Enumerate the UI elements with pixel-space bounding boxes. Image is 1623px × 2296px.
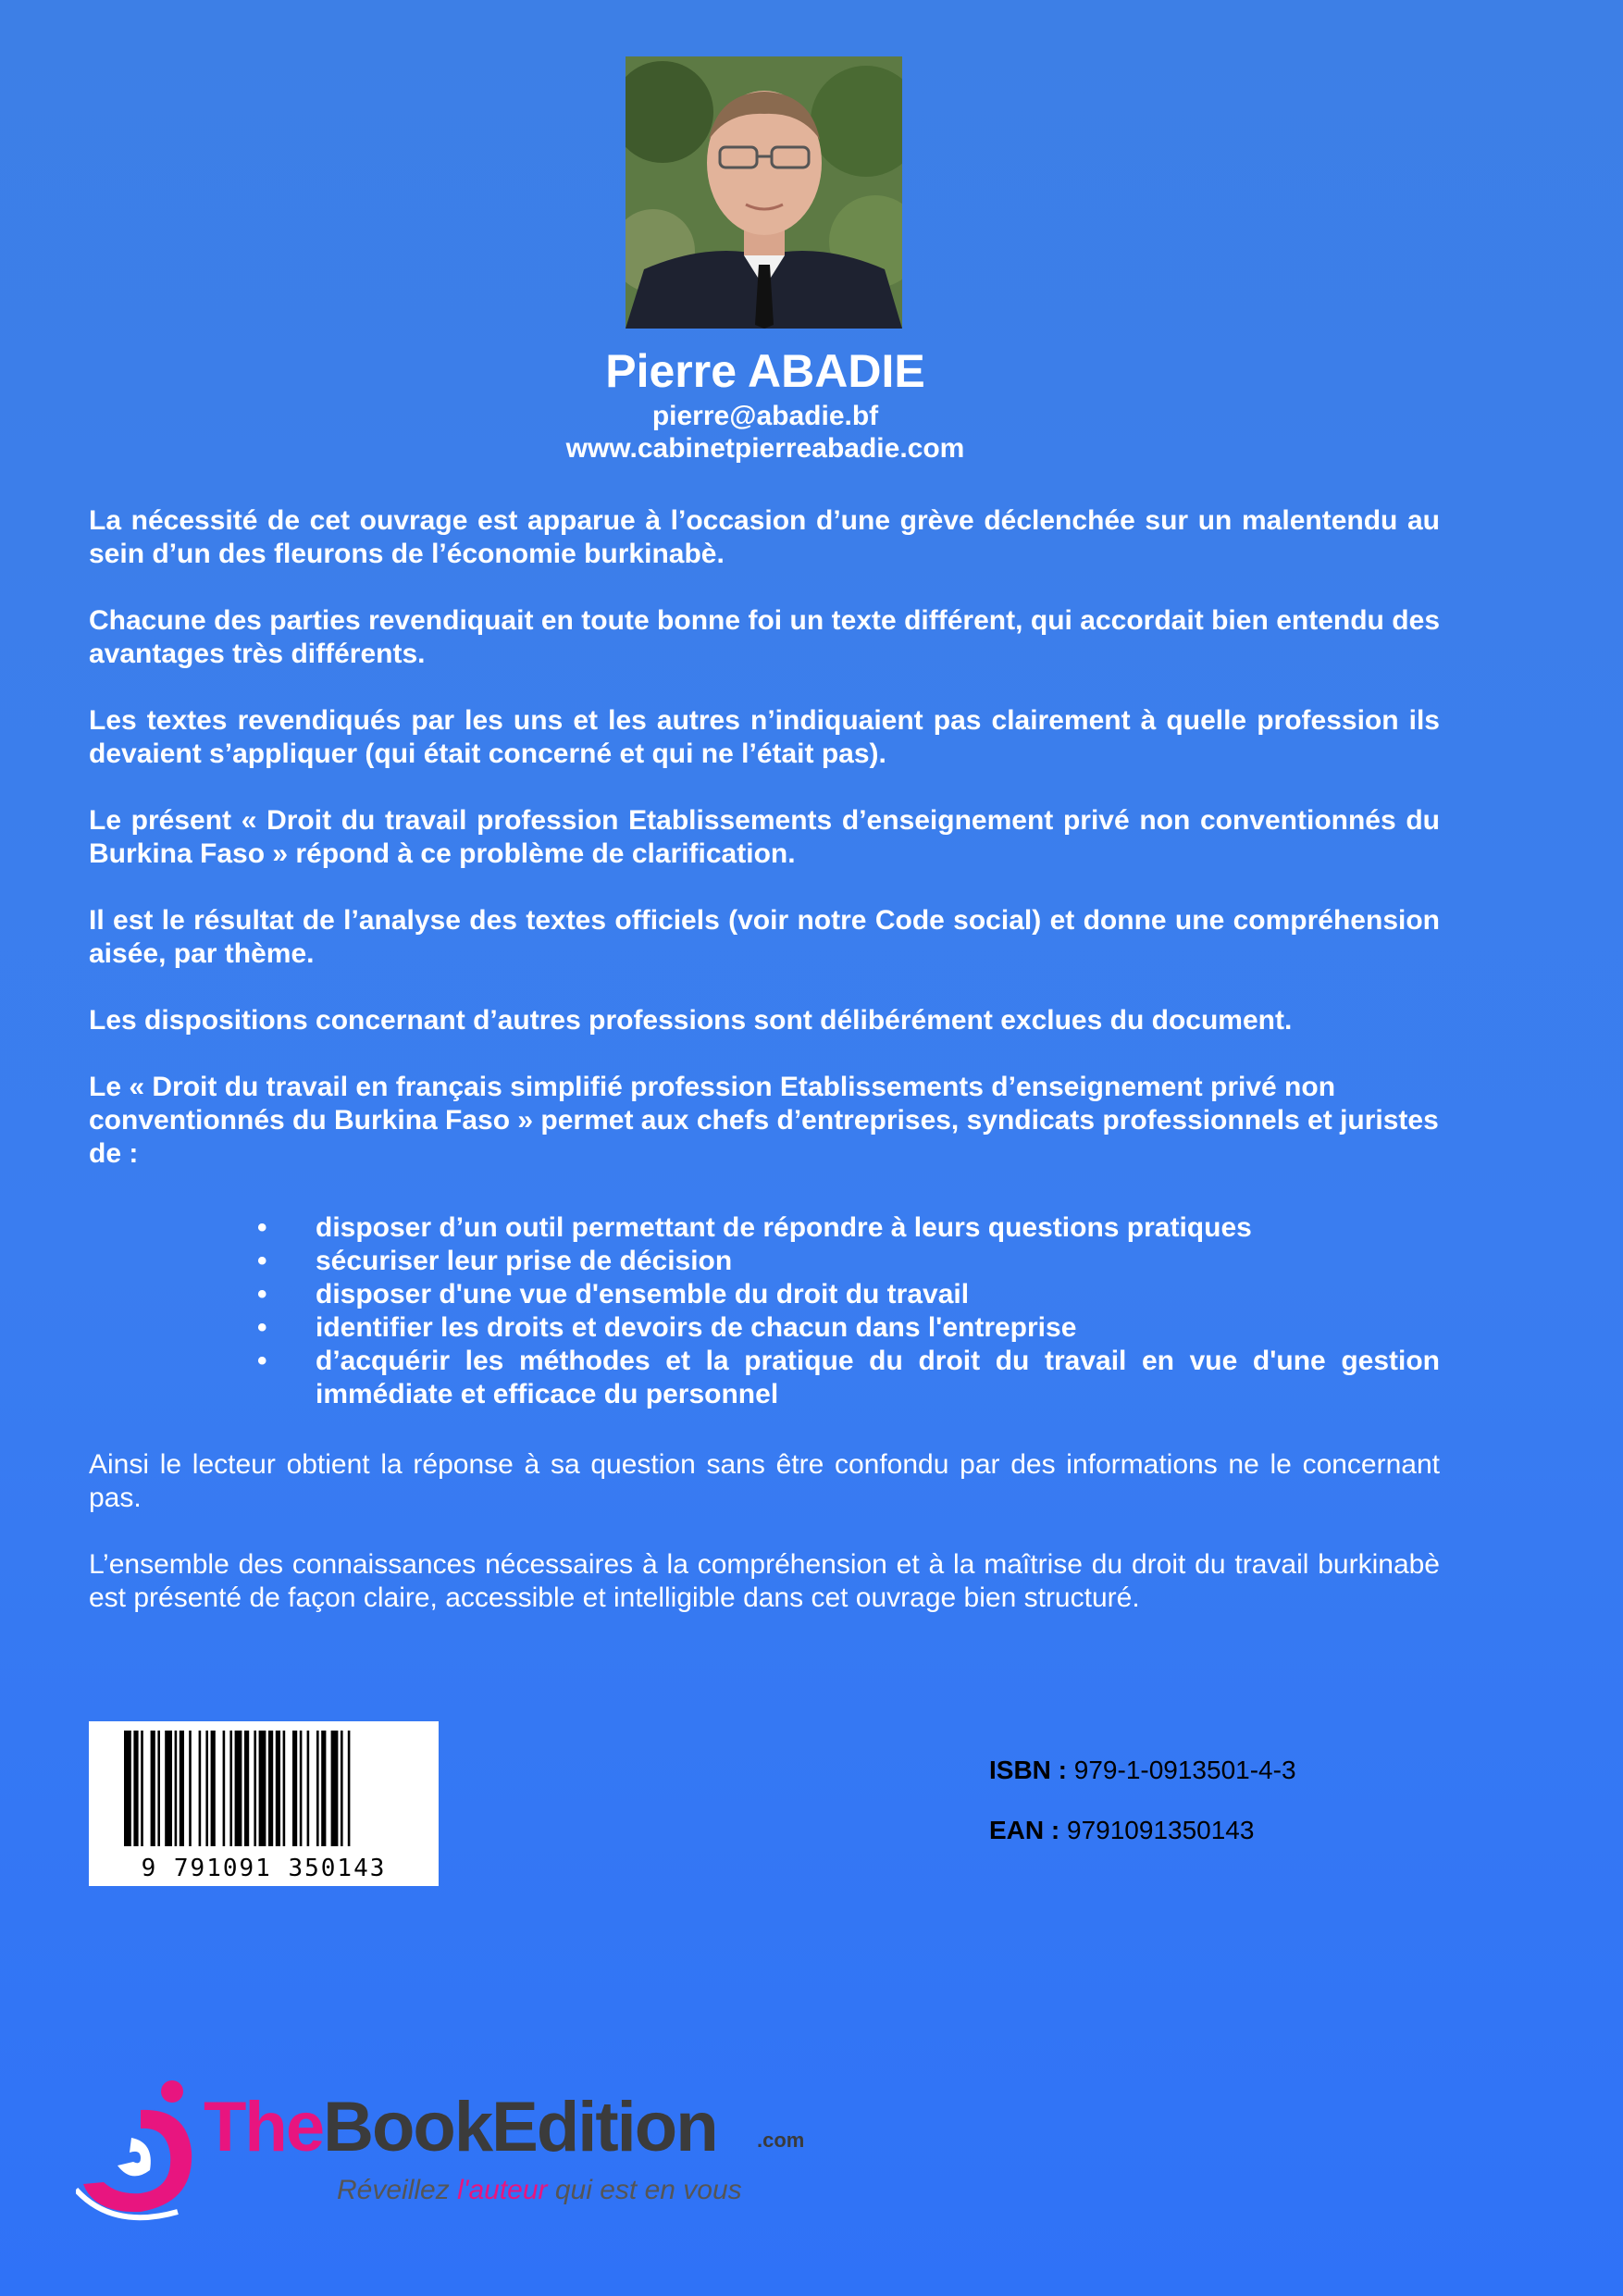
bullet-icon: •: [257, 1246, 267, 1276]
paragraph: L’ensemble des connaissances nécessaires à la compréhension et à la maîtrise du droit du travail burkinabè est présenté de façon claire, accessible et intelligible dans cet ouvrage bien structuré.: [89, 1549, 1440, 1613]
paragraph: Ainsi le lecteur obtient la réponse à sa question sans être confondu par des informations ne le concernant pas.: [89, 1449, 1440, 1513]
logo-domain: .com: [757, 2128, 805, 2152]
list-item: • disposer d'une vue d'ensemble du droit du travail: [257, 1279, 970, 1309]
benefits-list: [89, 1211, 1440, 1411]
barcode-bar: [151, 1731, 155, 1846]
paragraph: Les textes revendiqués par les uns et les autres n’indiquaient pas clairement à quelle profession ils devaient s’appliquer (qui était concerné et qui ne l’était pas).: [89, 705, 1440, 769]
barcode-bar: [165, 1731, 172, 1846]
ean-label: EAN :: [989, 1816, 1060, 1844]
author-email: pierre@abadie.bf: [651, 401, 879, 431]
barcode-bar: [259, 1731, 266, 1846]
barcode-bar: [321, 1731, 326, 1846]
barcode-bar: [254, 1731, 256, 1846]
barcode-bar: [223, 1731, 226, 1846]
author-name: Pierre ABADIE: [605, 345, 925, 397]
author-portrait-image: [626, 56, 902, 329]
paragraph: La nécessité de cet ouvrage est apparue à l’occasion d’une grève déclenchée sur un malentendu au sein d’un des fleurons de l’économie burkinabè.: [89, 505, 1440, 569]
barcode-bar: [268, 1731, 273, 1846]
ean-line: [989, 1816, 1254, 1845]
paragraph: Le « Droit du travail en français simplifié profession Etablissements d’enseignement privé non conventionnés du Burkina Faso » permet aux chefs d’entreprises, syndicats professionnels et juristes de :: [89, 1072, 1439, 1169]
barcode-bar: [276, 1731, 280, 1846]
barcode-bar: [348, 1731, 351, 1846]
barcode-bar: [244, 1731, 249, 1846]
barcode: [89, 1721, 439, 1886]
description-text: [89, 504, 1440, 1648]
author-photo: [626, 56, 902, 329]
barcode-bar: [189, 1731, 192, 1846]
barcode-bar: [283, 1731, 286, 1846]
logo-wordmark: TheBookEdition: [204, 2088, 717, 2166]
paragraph: Chacune des parties revendiquait en toute bonne foi un texte différent, qui accordait bien entendu des avantages très différents.: [89, 605, 1440, 669]
barcode-bar: [341, 1731, 343, 1846]
logo-slogan: Réveillez l'auteur qui est en vous: [337, 2175, 742, 2205]
paragraph: Les dispositions concernant d’autres professions sont délibérément exclues du document.: [89, 1005, 1293, 1036]
bullet-icon: •: [257, 1346, 267, 1376]
barcode-bar: [180, 1731, 184, 1846]
thebookedition-logo: [76, 2073, 835, 2230]
ean-value: 9791091350143: [1067, 1816, 1255, 1844]
barcode-digits: 9 791091 350143: [89, 1855, 439, 1882]
barcode-bar: [235, 1731, 242, 1846]
list-item: • d’acquérir les méthodes et la pratique du droit du travail en vue d'une gestion immédiate et efficace du personnel: [257, 1346, 1440, 1409]
bullet-icon: •: [257, 1212, 267, 1243]
list-item: • disposer d’un outil permettant de répondre à leurs questions pratiques: [257, 1212, 1252, 1243]
list-item: • sécuriser leur prise de décision: [257, 1246, 733, 1276]
barcode-bar: [141, 1731, 143, 1846]
barcode-bar: [292, 1731, 297, 1846]
barcode-bar: [199, 1731, 202, 1846]
barcode-bar: [175, 1731, 178, 1846]
barcode-bar: [316, 1731, 319, 1846]
barcode-bar: [331, 1731, 339, 1846]
isbn-label: ISBN :: [989, 1756, 1067, 1784]
paragraph: Le présent « Droit du travail profession Etablissements d’enseignement privé non conventionnés du Burkina Faso » répond à ce problème de clarification.: [89, 805, 1440, 869]
barcode-bar: [157, 1731, 160, 1846]
isbn-value: 979-1-0913501-4-3: [1073, 1756, 1296, 1784]
bullet-icon: •: [257, 1312, 267, 1343]
isbn-line: [989, 1756, 1296, 1785]
barcode-bar: [205, 1731, 208, 1846]
author-website: www.cabinetpierreabadie.com: [565, 433, 965, 464]
barcode-bar: [229, 1731, 232, 1846]
barcode-bar: [307, 1731, 310, 1846]
barcode-bar: [300, 1731, 303, 1846]
paragraph: Il est le résultat de l’analyse des textes officiels (voir notre Code social) et donne une compréhension aisée, par thème.: [89, 905, 1440, 969]
bullet-icon: •: [257, 1279, 267, 1309]
list-item: • identifier les droits et devoirs de chacun dans l'entreprise: [257, 1312, 1077, 1343]
barcode-bar: [124, 1731, 131, 1846]
barcode-bar: [211, 1731, 216, 1846]
logo-person-icon: [76, 2073, 205, 2230]
barcode-bars: [89, 1721, 439, 1851]
barcode-bar: [133, 1731, 138, 1846]
